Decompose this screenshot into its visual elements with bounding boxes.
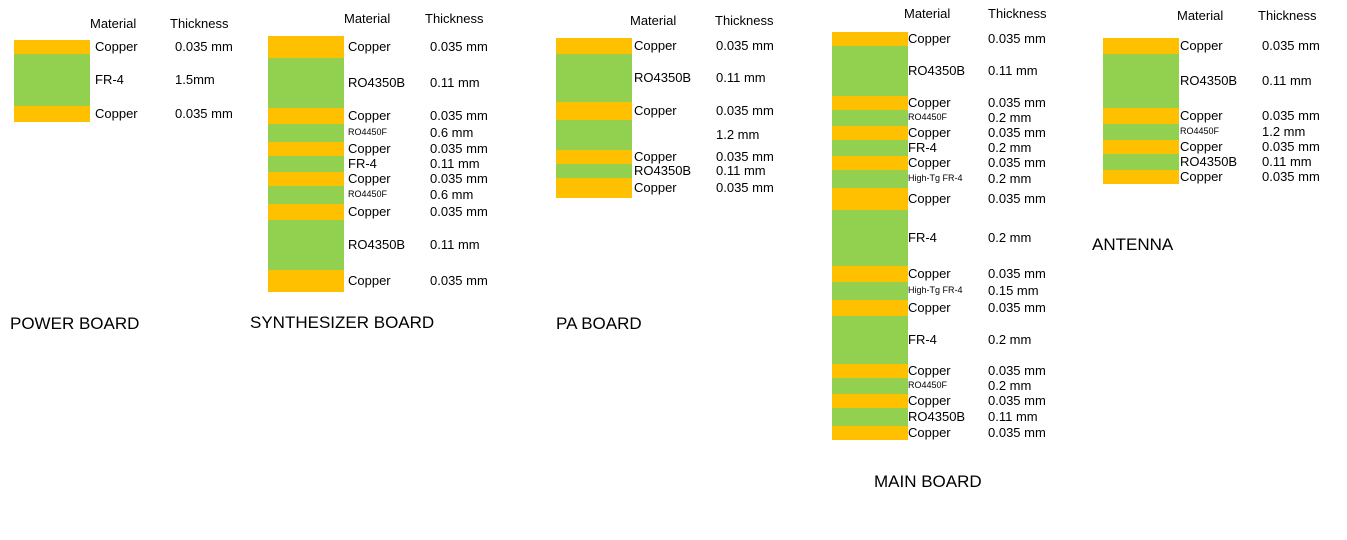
layer-material-label: Copper bbox=[348, 39, 391, 54]
layer-material-label: RO4350B bbox=[1180, 154, 1238, 169]
layer-bar bbox=[832, 188, 908, 210]
layer-material-label: RO4450F bbox=[908, 112, 948, 122]
layer-bar bbox=[556, 38, 632, 54]
layer-material-label: Copper bbox=[908, 393, 951, 408]
layer-bar bbox=[832, 46, 908, 96]
layer-thickness-label: 0.11 mm bbox=[716, 70, 766, 85]
layer-thickness-label: 0.035 mm bbox=[175, 106, 233, 121]
layer-material-label: FR-4 bbox=[95, 72, 124, 87]
layer-bar bbox=[1103, 124, 1179, 140]
layer-material-label: Copper bbox=[348, 108, 391, 123]
layer-bar bbox=[832, 282, 908, 300]
layer-bar bbox=[1103, 170, 1179, 184]
layer-material-label: Copper bbox=[634, 149, 677, 164]
layer-bar bbox=[268, 36, 344, 58]
layer-material-label: High-Tg FR-4 bbox=[908, 173, 963, 183]
layer-thickness-label: 1.2 mm bbox=[716, 127, 760, 142]
layer-thickness-label: 0.035 mm bbox=[988, 425, 1046, 440]
layer-bar bbox=[832, 426, 908, 440]
layer-thickness-label: 0.035 mm bbox=[988, 31, 1046, 46]
layer-bar bbox=[268, 220, 344, 270]
layer-bars-main-board bbox=[832, 32, 908, 440]
header-material-main-board: Material bbox=[904, 6, 951, 21]
layer-bar bbox=[556, 102, 632, 120]
layer-thickness-label: 0.035 mm bbox=[988, 266, 1046, 281]
layer-material-label: Copper bbox=[348, 141, 391, 156]
layer-bars-synthesizer-board bbox=[268, 36, 344, 292]
layer-bar bbox=[14, 106, 90, 122]
layer-bar bbox=[268, 142, 344, 156]
layer-bar bbox=[268, 156, 344, 172]
layer-material-label: Copper bbox=[908, 191, 951, 206]
layer-material-label: RO4450F bbox=[908, 380, 948, 390]
layer-bar bbox=[1103, 38, 1179, 54]
layer-bar bbox=[832, 378, 908, 394]
layer-thickness-label: 0.035 mm bbox=[716, 38, 774, 53]
layer-bar bbox=[556, 120, 632, 150]
layer-material-label: Copper bbox=[908, 95, 951, 110]
layer-bar bbox=[832, 126, 908, 140]
layer-bar bbox=[268, 204, 344, 220]
layer-thickness-label: 0.035 mm bbox=[988, 191, 1046, 206]
layer-material-label: RO4350B bbox=[348, 237, 406, 252]
layer-material-label: RO4450F bbox=[348, 127, 388, 137]
layer-thickness-label: 0.035 mm bbox=[430, 39, 488, 54]
layer-thickness-label: 0.2 mm bbox=[988, 171, 1032, 186]
layer-material-label: Copper bbox=[634, 180, 677, 195]
layer-thickness-label: 0.11 mm bbox=[430, 237, 480, 252]
board-title-synthesizer-board: SYNTHESIZER BOARD bbox=[250, 313, 435, 332]
layer-thickness-label: 0.035 mm bbox=[430, 273, 488, 288]
layer-bar bbox=[832, 156, 908, 170]
layer-bar bbox=[1103, 154, 1179, 170]
header-thickness-power-board: Thickness bbox=[170, 16, 229, 31]
layer-thickness-label: 0.035 mm bbox=[988, 95, 1046, 110]
layer-thickness-label: 0.035 mm bbox=[1262, 108, 1320, 123]
layer-bars-antenna bbox=[1103, 38, 1179, 184]
layer-bar bbox=[832, 210, 908, 266]
layer-material-label: Copper bbox=[348, 204, 391, 219]
layer-material-label: High-Tg FR-4 bbox=[908, 285, 963, 295]
layer-material-label: Copper bbox=[95, 39, 138, 54]
layer-thickness-label: 0.11 mm bbox=[1262, 154, 1312, 169]
layer-thickness-label: 0.035 mm bbox=[988, 155, 1046, 170]
layer-material-label: RO4350B bbox=[908, 63, 966, 78]
layer-thickness-label: 0.035 mm bbox=[988, 393, 1046, 408]
layer-material-label: Copper bbox=[1180, 108, 1223, 123]
header-material-power-board: Material bbox=[90, 16, 137, 31]
layer-thickness-label: 0.035 mm bbox=[716, 103, 774, 118]
layer-material-label: Copper bbox=[908, 31, 951, 46]
board-title-main-board: MAIN BOARD bbox=[874, 472, 982, 491]
layer-bar bbox=[832, 170, 908, 188]
layer-bar bbox=[14, 40, 90, 54]
layer-thickness-label: 0.11 mm bbox=[430, 75, 480, 90]
layer-material-label: Copper bbox=[1180, 139, 1223, 154]
layer-material-label: Copper bbox=[348, 171, 391, 186]
layer-thickness-label: 0.035 mm bbox=[716, 180, 774, 195]
board-title-power-board: POWER BOARD bbox=[10, 314, 140, 333]
layer-bar bbox=[832, 316, 908, 364]
layer-bar bbox=[1103, 54, 1179, 108]
layer-material-label: RO4350B bbox=[348, 75, 406, 90]
layer-material-label: RO4350B bbox=[908, 409, 966, 424]
layer-material-label: FR-4 bbox=[908, 140, 937, 155]
layer-thickness-label: 0.035 mm bbox=[988, 125, 1046, 140]
layer-material-label: FR-4 bbox=[908, 230, 937, 245]
layer-thickness-label: 1.5mm bbox=[175, 72, 215, 87]
header-material-pa-board: Material bbox=[630, 13, 677, 28]
layer-material-label: RO4350B bbox=[1180, 73, 1238, 88]
header-material-antenna: Material bbox=[1177, 8, 1224, 23]
board-title-antenna: ANTENNA bbox=[1092, 235, 1174, 254]
layer-bar bbox=[268, 270, 344, 292]
layer-bar bbox=[832, 364, 908, 378]
layer-bar bbox=[14, 54, 90, 106]
board-title-pa-board: PA BOARD bbox=[556, 314, 642, 333]
layer-thickness-label: 0.035 mm bbox=[430, 141, 488, 156]
layer-thickness-label: 0.2 mm bbox=[988, 378, 1032, 393]
layer-material-label: FR-4 bbox=[908, 332, 937, 347]
header-thickness-synthesizer-board: Thickness bbox=[425, 11, 484, 26]
layer-thickness-label: 0.035 mm bbox=[430, 171, 488, 186]
layer-bars-power-board bbox=[14, 40, 90, 122]
layer-material-label: Copper bbox=[908, 125, 951, 140]
layer-bar bbox=[832, 408, 908, 426]
layer-thickness-label: 0.2 mm bbox=[988, 140, 1032, 155]
layer-material-label: Copper bbox=[908, 425, 951, 440]
layer-bar bbox=[268, 108, 344, 124]
layer-material-label: Copper bbox=[908, 300, 951, 315]
layer-bar bbox=[268, 124, 344, 142]
layer-thickness-label: 0.6 mm bbox=[430, 125, 474, 140]
header-thickness-main-board: Thickness bbox=[988, 6, 1047, 21]
layer-bar bbox=[268, 58, 344, 108]
layer-material-label: Copper bbox=[634, 103, 677, 118]
layer-bars-pa-board bbox=[556, 38, 632, 198]
layer-bar bbox=[832, 96, 908, 110]
layer-thickness-label: 0.11 mm bbox=[430, 156, 480, 171]
layer-material-label: RO4450F bbox=[1180, 126, 1220, 136]
layer-thickness-label: 0.11 mm bbox=[716, 163, 766, 178]
layer-thickness-label: 0.11 mm bbox=[988, 409, 1038, 424]
layer-thickness-label: 0.035 mm bbox=[175, 39, 233, 54]
layer-thickness-label: 0.2 mm bbox=[988, 332, 1032, 347]
layer-bar bbox=[832, 300, 908, 316]
layer-material-label: Copper bbox=[1180, 169, 1223, 184]
layer-thickness-label: 0.11 mm bbox=[988, 63, 1038, 78]
layer-bar bbox=[1103, 140, 1179, 154]
layer-thickness-label: 0.2 mm bbox=[988, 230, 1032, 245]
layer-bar bbox=[832, 140, 908, 156]
layer-bar bbox=[556, 54, 632, 102]
layer-thickness-label: 0.11 mm bbox=[1262, 73, 1312, 88]
layer-material-label: Copper bbox=[908, 155, 951, 170]
layer-thickness-label: 0.035 mm bbox=[988, 300, 1046, 315]
layer-material-label: Copper bbox=[908, 266, 951, 281]
layer-material-label: Copper bbox=[95, 106, 138, 121]
layer-thickness-label: 0.035 mm bbox=[430, 108, 488, 123]
layer-thickness-label: 0.035 mm bbox=[988, 363, 1046, 378]
layer-bar bbox=[832, 266, 908, 282]
layer-material-label: FR-4 bbox=[348, 156, 377, 171]
header-material-synthesizer-board: Material bbox=[344, 11, 391, 26]
layer-bar bbox=[268, 186, 344, 204]
layer-thickness-label: 0.6 mm bbox=[430, 187, 474, 202]
layer-bar bbox=[832, 394, 908, 408]
layer-thickness-label: 0.035 mm bbox=[430, 204, 488, 219]
layer-material-label: RO4450F bbox=[348, 189, 388, 199]
layer-bar bbox=[556, 178, 632, 198]
header-thickness-pa-board: Thickness bbox=[715, 13, 774, 28]
layer-material-label: Copper bbox=[908, 363, 951, 378]
layer-thickness-label: 0.035 mm bbox=[1262, 38, 1320, 53]
layer-thickness-label: 0.15 mm bbox=[988, 283, 1039, 298]
layer-thickness-label: 0.2 mm bbox=[988, 110, 1032, 125]
layer-material-label: Copper bbox=[634, 38, 677, 53]
header-thickness-antenna: Thickness bbox=[1258, 8, 1317, 23]
layer-thickness-label: 0.035 mm bbox=[716, 149, 774, 164]
layer-material-label: Copper bbox=[1180, 38, 1223, 53]
layer-thickness-label: 0.035 mm bbox=[1262, 139, 1320, 154]
layer-thickness-label: 0.035 mm bbox=[1262, 169, 1320, 184]
layer-bar bbox=[556, 150, 632, 164]
layer-material-label: Copper bbox=[348, 273, 391, 288]
layer-bar bbox=[832, 32, 908, 46]
layer-thickness-label: 1.2 mm bbox=[1262, 124, 1306, 139]
layer-material-label: RO4350B bbox=[634, 70, 692, 85]
layer-bar bbox=[268, 172, 344, 186]
layer-material-label: RO4350B bbox=[634, 163, 692, 178]
layer-bar bbox=[832, 110, 908, 126]
layer-bar bbox=[556, 164, 632, 178]
layer-bar bbox=[1103, 108, 1179, 124]
